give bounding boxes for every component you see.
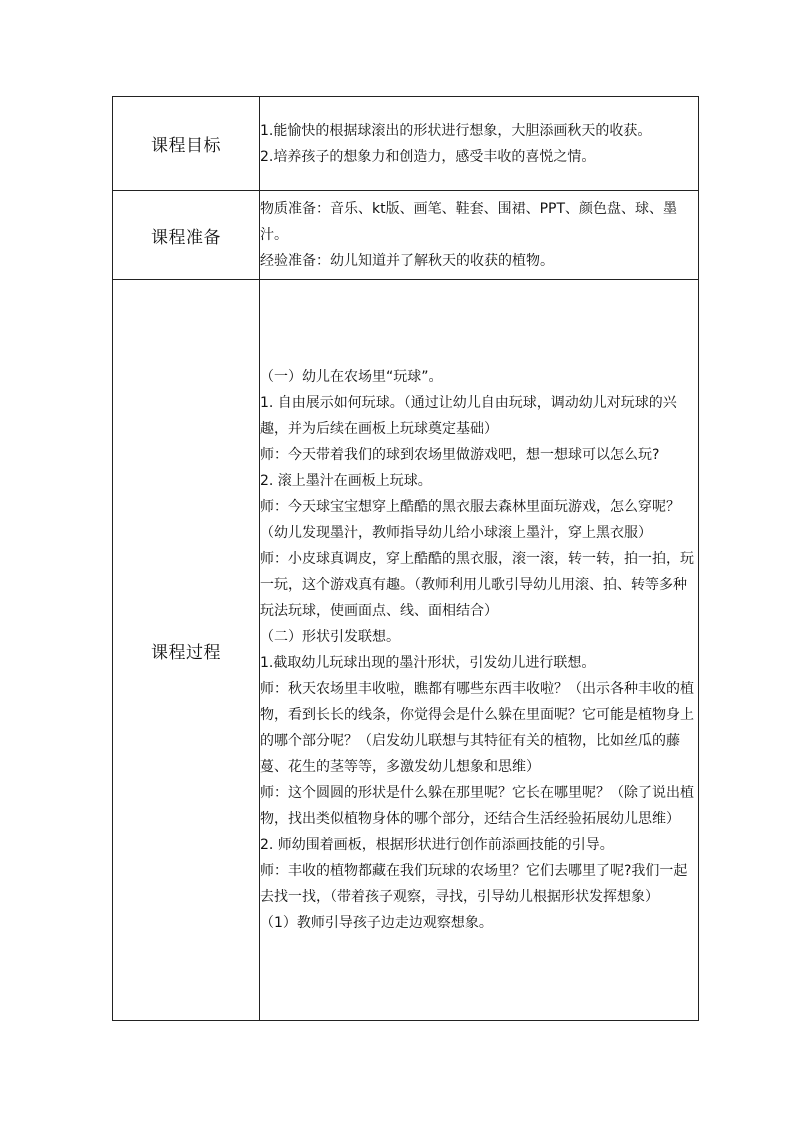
content-course-process bbox=[260, 280, 699, 1021]
process-line: 师：秋天农场里丰收啦，瞧都有哪些东西丰收啦？（出示各种丰收的植物，看到长长的线条，你觉得会是什么躲在里面呢？它可能是植物身上的哪个部分呢？（启发幼儿联想与其特征有关的植物，比如丝瓜的藤蔓、花生的茎等等，多激发幼儿想象和思维） bbox=[260, 681, 694, 775]
label-course-goal: 课程目标 bbox=[113, 97, 260, 191]
prep-line-material: 物质准备：音乐、kt版、画笔、鞋套、围裙、PPT、颜色盘、球、墨汁。 bbox=[260, 201, 678, 243]
goal-line-2: 2.培养孩子的想象力和创造力，感受丰收的喜悦之情。 bbox=[260, 148, 596, 165]
label-course-preparation: 课程准备 bbox=[113, 191, 260, 280]
process-line: （二）形状引发联想。 bbox=[260, 629, 400, 645]
process-line: 师：今天带着我们的球到农场里做游戏吧，想一想球可以怎么玩? bbox=[260, 447, 660, 463]
row-course-goal bbox=[113, 97, 699, 191]
process-line: 2. 师幼围着画板，根据形状进行创作前添画技能的引导。 bbox=[260, 837, 614, 853]
process-line: 师：小皮球真调皮，穿上酷酷的黑衣服，滚一滚，转一转，拍一拍，玩一玩，这个游戏真有趣。（教师利用儿歌引导幼儿用滚、拍、转等多种玩法玩球，使画面点、线、面相结合） bbox=[260, 551, 694, 619]
content-course-goal bbox=[260, 97, 699, 191]
process-line: （一）幼儿在农场里“玩球”。 bbox=[260, 369, 443, 385]
process-line: 师：今天球宝宝想穿上酷酷的黑衣服去森林里面玩游戏，怎么穿呢？（幼儿发现墨汁，教师指导幼儿给小球滚上墨汁，穿上黑衣服） bbox=[260, 499, 680, 541]
process-line: （1）教师引导孩子边走边观察想象。 bbox=[260, 915, 493, 931]
process-line: 1. 自由展示如何玩球。（通过让幼儿自由玩球，调动幼儿对玩球的兴趣，并为后续在画板上玩球奠定基础） bbox=[260, 395, 677, 437]
process-line: 2. 滚上墨汁在画板上玩球。 bbox=[260, 473, 432, 489]
goal-line-1: 1.能愉快的根据球滚出的形状进行想象，大胆添画秋天的收获。 bbox=[260, 122, 652, 139]
prep-line-experience: 经验准备：幼儿知道并了解秋天的收获的植物。 bbox=[260, 253, 554, 269]
lesson-plan-table bbox=[112, 96, 699, 1021]
process-line: 师：这个圆圆的形状是什么躲在那里呢？它长在哪里呢？（除了说出植物，找出类似植物身体的哪个部分，还结合生活经验拓展幼儿思维） bbox=[260, 785, 694, 827]
process-line: 1.截取幼儿玩球出现的墨汁形状，引发幼儿进行联想。 bbox=[260, 655, 596, 671]
label-course-process: 课程过程 bbox=[113, 280, 260, 1021]
content-course-preparation bbox=[260, 191, 699, 280]
row-course-process bbox=[113, 280, 699, 1021]
row-course-preparation bbox=[113, 191, 699, 280]
process-line: 师：丰收的植物都藏在我们玩球的农场里？它们去哪里了呢?我们一起去找一找，（带着孩子观察，寻找，引导幼儿根据形状发挥想象） bbox=[260, 863, 688, 905]
